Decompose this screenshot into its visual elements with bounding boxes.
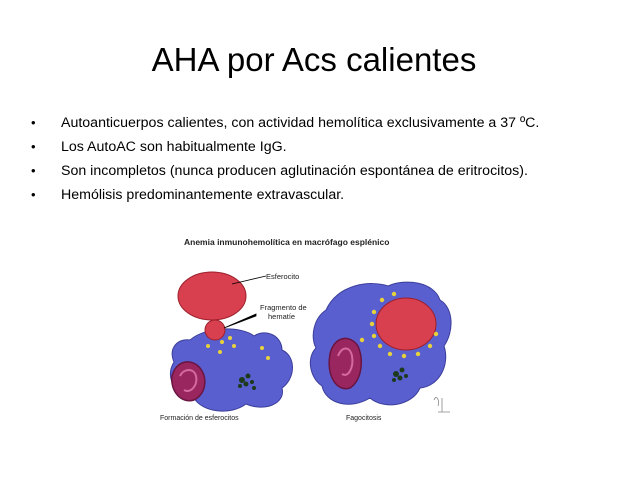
bullet-text: Autoanticuerpos calientes, con actividad hemolítica exclusivamente a 37 ºC. <box>61 115 540 131</box>
figure-title: Anemia inmunohemolítica en macrófago esplénico <box>184 237 390 247</box>
signature-mark <box>434 398 450 412</box>
bullet-list <box>28 111 539 207</box>
label-esferocito: Esferocito <box>266 272 300 281</box>
phagocytosed-erythrocyte <box>376 298 436 350</box>
spherocyte <box>178 272 246 320</box>
bullet-text: Los AutoAC son habitualmente IgG. <box>61 139 287 155</box>
bullet-icon: • <box>31 163 36 178</box>
right-macrophage <box>310 282 451 422</box>
bullet-icon: • <box>31 187 36 202</box>
bullet-item <box>28 111 539 135</box>
macrophage-figure <box>150 228 470 428</box>
bullet-text: Son incompletos (nunca producen aglutinación espontánea de eritrocitos). <box>61 163 528 179</box>
label-fragmento-line2: hematíe <box>268 312 296 321</box>
erythrocyte-fragment <box>205 320 225 340</box>
bullet-item <box>28 183 539 207</box>
macrophage-nucleus <box>172 362 205 401</box>
bullet-item <box>28 135 539 159</box>
macrophage-illustration <box>150 228 470 428</box>
bullet-text: Hemólisis predominantemente extravascular. <box>61 187 345 203</box>
label-fragmento-line1: Fragmento de <box>260 303 307 312</box>
left-macrophage <box>160 272 307 422</box>
caption-fagocitosis: Fagocitosis <box>346 415 382 422</box>
bullet-icon: • <box>31 139 36 154</box>
macrophage-nucleus <box>329 338 361 388</box>
caption-formacion: Formación de esferocitos <box>160 415 239 422</box>
bullet-item <box>28 159 539 183</box>
bullet-icon: • <box>31 115 36 130</box>
slide-title: AHA por Acs calientes <box>151 41 477 78</box>
